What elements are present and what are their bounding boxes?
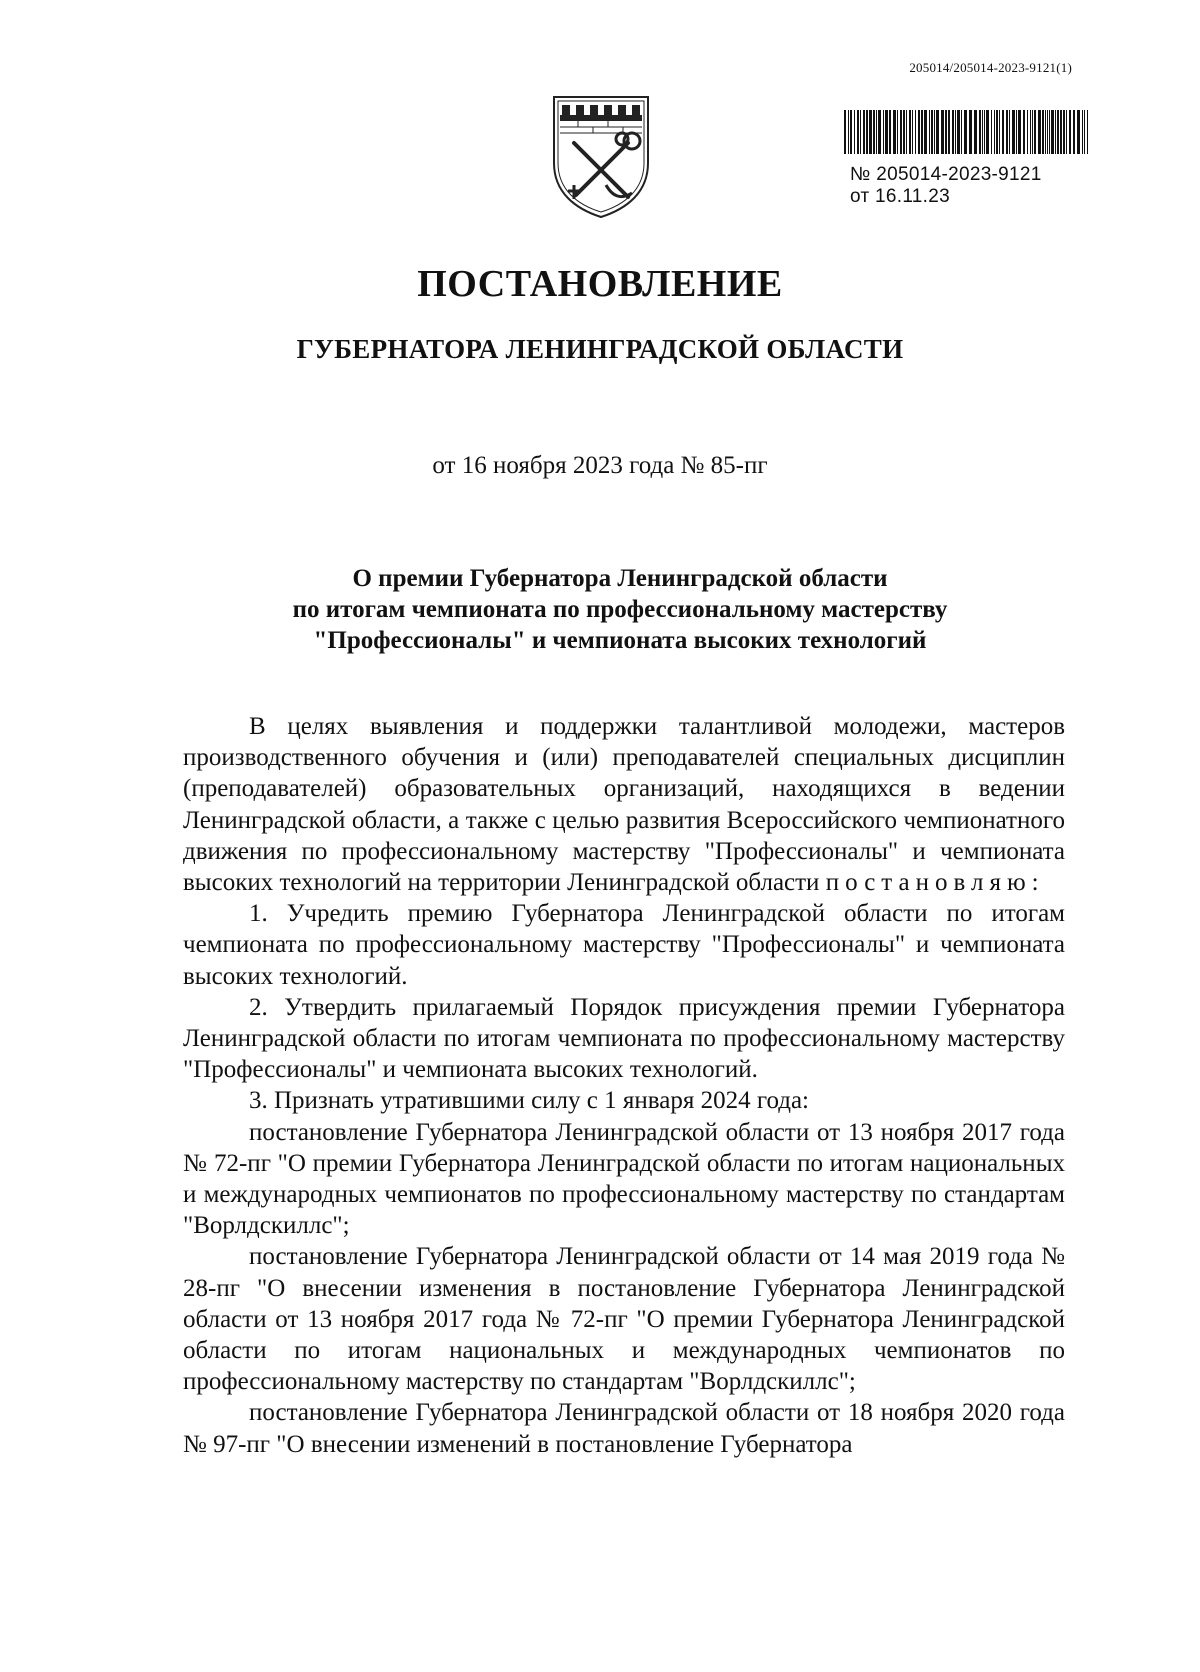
heading-line: "Профессионалы" и чемпионата высоких технологий [313, 627, 927, 654]
intro-text: В целях выявления и поддержки талантливой молодежи, мастеров производственного обучения и (или) преподавателей специальных дисциплин (преподавателей) образовательных организаций, находящихся в ведении Ленинградской области, а также с целью развития Всероссийского чемпионатного движения по профессиональному мастерству "Профессионалы" и чемпионата высоких технологий на территории Ленинградской области [183, 713, 1065, 897]
intro-action: постановляю: [825, 869, 1045, 897]
document-body [183, 711, 1065, 1460]
registration-date: от 16.11.23 [850, 186, 950, 207]
heading-line: по итогам чемпионата по профессиональному мастерству [292, 596, 948, 623]
body-paragraph: постановление Губернатора Ленинградской области от 13 ноября 2017 года № 72-пг "О премии Губернатора Ленинградской области по итогам национальных и международных чемпионатов по профессиональному мастерству по стандартам "Ворлдскиллс"; [183, 1118, 1065, 1240]
document-subtitle: ГУБЕРНАТОРА ЛЕНИНГРАДСКОЙ ОБЛАСТИ [296, 334, 904, 364]
body-paragraph: 2. Утвердить прилагаемый Порядок присуждения премии Губернатора Ленинградской области по итогам чемпионата по профессиональному мастерству "Профессионалы" и чемпионата высоких технологий. [183, 993, 1065, 1084]
body-paragraph: 1. Учредить премию Губернатора Ленинградской области по итогам чемпионата по профессиональному мастерству "Профессионалы" и чемпионата высоких технологий. [183, 900, 1065, 990]
body-paragraph: постановление Губернатора Ленинградской области от 14 мая 2019 года № 28-пг "О внесении изменения в постановление Губернатора Ленинградской области от 13 ноября 2017 года № 72-пг "О премии Губернатора Ленинградской области по итогам национальных и международных чемпионатов по профессиональному мастерству по стандартам "Ворлдскиллс"; [183, 1243, 1065, 1396]
barcode-icon [842, 110, 1092, 154]
document-id: 205014/205014-2023-9121(1) [909, 60, 1072, 75]
registration-block [842, 110, 1092, 208]
document-date: от 16 ноября 2023 года № 85-пг [432, 452, 768, 479]
body-paragraph [183, 711, 1065, 898]
document-title: ПОСТАНОВЛЕНИЕ [417, 263, 783, 305]
registration-number: № 205014-2023-9121 [850, 164, 1042, 185]
heading-line: О премии Губернатора Ленинградской области [352, 565, 888, 592]
coat-of-arms-icon [548, 93, 654, 221]
document-heading [180, 563, 1060, 656]
body-paragraph: постановление Губернатора Ленинградской области от 18 ноября 2020 года № 97-пг "О внесении изменений в постановление Губернатора [183, 1399, 1065, 1458]
body-paragraph: 3. Признать утратившими силу с 1 января 2024 года: [249, 1087, 809, 1115]
